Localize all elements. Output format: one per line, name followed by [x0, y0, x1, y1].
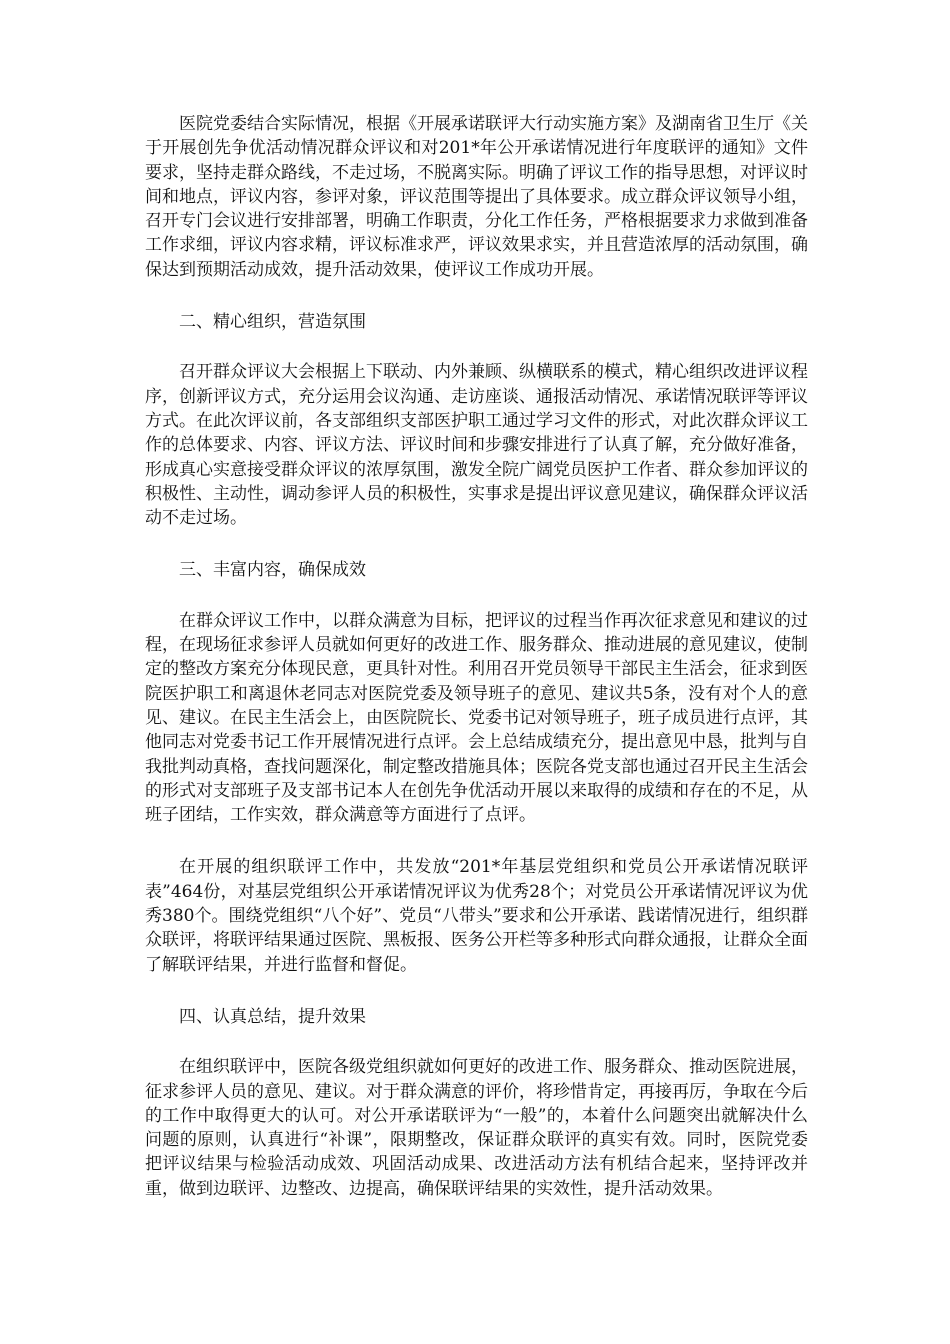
spacer: [145, 282, 808, 310]
section-heading-4: 四、认真总结，提升效果: [179, 1006, 366, 1027]
document-body: [145, 112, 808, 1201]
spacer: [145, 827, 808, 855]
spacer: [145, 530, 808, 558]
section-heading-2: 二、精心组织，营造氛围: [179, 312, 366, 333]
paragraph-2: 召开群众评议大会根据上下联动、内外兼顾、纵横联系的模式，精心组织改进评议程序，创新评议方式，充分运用会议沟通、走访座谈、通报活动情况、承诺情况联评等评议方式。在此次评议前，各支部组织支部医护职工通过学习文件的形式，对此次群众评议工作的总体要求、内容、评议方法、评议时间和步骤安排进行了认真了解，充分做好准备，形成真心实意接受群众评议的浓厚氛围，激发全院广阔党员医护工作者、群众参加评议的积极性、主动性，调动参评人员的积极性，实事求是提出评议意见建议，确保群众评议活动不走过场。: [145, 362, 808, 529]
spacer: [145, 977, 808, 1005]
paragraph-5: 在组织联评中，医院各级党组织就如何更好的改进工作、服务群众、推动医院进展，征求参评人员的意见、建议。对于群众满意的评价，将珍惜肯定，再接再厉，争取在今后的工作中取得更大的认可。对公开承诺联评为“一般”的，本着什么问题突出就解决什么问题的原则，认真进行“补课”，限期整改，保证群众联评的真实有效。同时，医院党委把评议结果与检验活动成效、巩固活动成果、改进活动方法有机结合起来，坚持评改并重，做到边联评、边整改、边提高，确保联评结果的实效性，提升活动效果。: [145, 1057, 808, 1199]
spacer: [145, 1029, 808, 1055]
paragraph-1: 医院党委结合实际情况，根据《开展承诺联评大行动实施方案》及湖南省卫生厅《关于开展创先争优活动情况群众评议和对201*年公开承诺情况进行年度联评的通知》文件要求，坚持走群众路线，不走过场，不脱离实际。明确了评议工作的指导思想，对评议时间和地点，评议内容，参评对象，评议范围等提出了具体要求。成立群众评议领导小组，召开专门会议进行安排部署，明确工作职责，分化工作任务，严格根据要求力求做到准备工作求细，评议内容求精，评议标准求严，评议效果求实，并且营造浓厚的活动氛围，确保达到预期活动成效，提升活动效果，使评议工作成功开展。: [145, 114, 808, 280]
spacer: [145, 583, 808, 609]
paragraph-4: 在开展的组织联评工作中，共发放“201*年基层党组织和党员公开承诺情况联评表”464份，对基层党组织公开承诺情况评议为优秀28个；对党员公开承诺情况评议为优秀380个。围绕党组织“八个好”、党员“八带头”要求和公开承诺、践诺情况进行，组织群众联评，将联评结果通过医院、黑板报、医务公开栏等多种形式向群众通报，让群众全面了解联评结果，并进行监督和督促。: [145, 857, 808, 975]
spacer: [145, 334, 808, 360]
section-heading-3: 三、丰富内容，确保成效: [179, 560, 366, 581]
paragraph-3: 在群众评议工作中，以群众满意为目标，把评议的过程当作再次征求意见和建议的过程，在现场征求参评人员就如何更好的改进工作、服务群众、推动进展的意见建议，使制定的整改方案充分体现民意，更具针对性。利用召开党员领导干部民主生活会，征求到医院医护职工和离退休老同志对医院党委及领导班子的意见、建议共5条，没有对个人的意见、建议。在民主生活会上，由医院院长、党委书记对领导班子，班子成员进行点评，其他同志对党委书记工作开展情况进行点评。会上总结成绩充分，提出意见中恳，批判与自我批判动真格，查找问题深化，制定整改措施具体；医院各党支部也通过召开民主生活会的形式对支部班子及支部书记本人在创先争优活动开展以来取得的成绩和存在的不足，从班子团结，工作实效，群众满意等方面进行了点评。: [145, 610, 808, 826]
